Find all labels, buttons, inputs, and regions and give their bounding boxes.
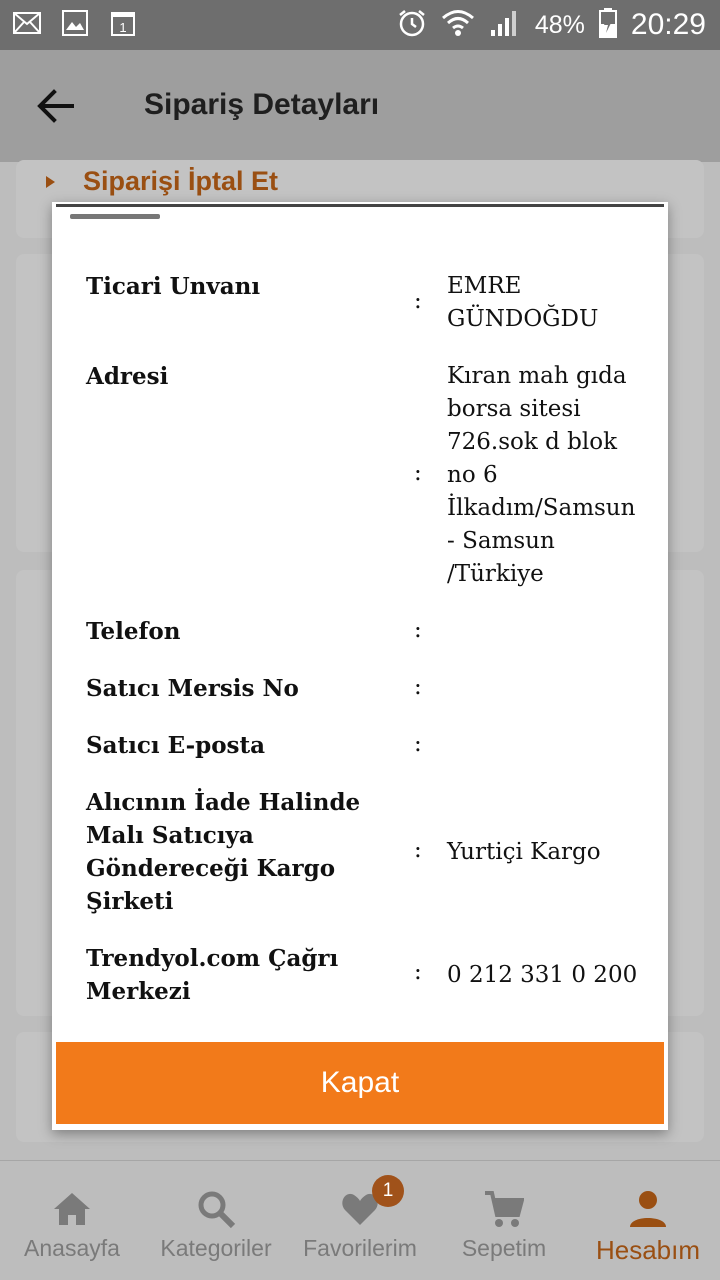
- nav-favorites-label: Favorilerim: [303, 1235, 417, 1261]
- mail-icon: [12, 8, 42, 38]
- nav-home[interactable]: [0, 1161, 144, 1280]
- info-colon: :: [414, 959, 422, 985]
- dialog-clipped-text: [70, 214, 160, 219]
- cancel-order-link[interactable]: [46, 166, 278, 197]
- info-colon: :: [414, 837, 422, 863]
- info-colon: :: [414, 617, 422, 643]
- info-label: Alıcının İade Halinde Malı Satıcıya Göndereceği Kargo Şirketi: [86, 789, 361, 915]
- home-icon: [52, 1189, 92, 1229]
- nav-home-label: Anasayfa: [24, 1235, 120, 1261]
- info-value: EMRE GÜNDOĞDU: [447, 273, 599, 332]
- back-arrow-icon[interactable]: [36, 86, 76, 126]
- cart-icon: [484, 1189, 524, 1229]
- svg-text:1: 1: [119, 20, 127, 35]
- info-value: 0 212 331 0 200: [447, 962, 638, 988]
- nav-cart[interactable]: [432, 1161, 576, 1280]
- nav-favorites[interactable]: [288, 1161, 432, 1280]
- nav-account[interactable]: [576, 1161, 720, 1280]
- close-button[interactable]: Kapat: [56, 1042, 664, 1124]
- nav-categories-label: Kategoriler: [160, 1235, 272, 1261]
- image-icon: [60, 8, 90, 38]
- info-label: Satıcı E-posta: [86, 732, 266, 759]
- info-label: Adresi: [86, 363, 169, 390]
- cancel-order-label: Siparişi İptal Et: [83, 166, 279, 196]
- cart-badge: 1: [372, 1175, 404, 1207]
- nav-cart-label: Sepetim: [461, 1235, 547, 1261]
- clock: 20:29: [630, 8, 706, 41]
- info-label: Telefon: [86, 618, 181, 645]
- battery-percent: 48%: [534, 10, 585, 39]
- status-bar: [0, 0, 720, 50]
- info-value: Yurtiçi Kargo: [447, 839, 601, 865]
- dialog-top-border: [56, 204, 664, 207]
- info-label: Satıcı Mersis No: [86, 675, 299, 702]
- search-icon: [196, 1189, 236, 1229]
- bottom-nav: [0, 1160, 720, 1280]
- triangle-icon: [46, 176, 55, 188]
- alarm-icon: [397, 8, 427, 43]
- info-label: Ticari Unvanı: [86, 273, 261, 300]
- battery-icon: [599, 8, 617, 43]
- info-colon: :: [414, 674, 422, 700]
- nav-account-label: Hesabım: [595, 1235, 701, 1265]
- seller-info-dialog: [52, 202, 668, 1130]
- info-value: Kıran mah gıda borsa sitesi 726.sok d blok no 6 İlkadım/Samsun - Samsun /Türkiye: [447, 363, 636, 587]
- info-colon: :: [414, 288, 422, 314]
- info-label: Trendyol.com Çağrı Merkezi: [86, 945, 339, 1005]
- calendar-icon: [108, 8, 138, 38]
- info-colon: :: [414, 731, 422, 757]
- page-title: Sipariş Detayları: [144, 88, 380, 121]
- signal-icon: [489, 8, 521, 43]
- app-bar: [0, 50, 720, 162]
- nav-categories[interactable]: [144, 1161, 288, 1280]
- person-icon: [628, 1189, 668, 1229]
- wifi-icon: [441, 8, 475, 43]
- info-colon: :: [414, 460, 422, 486]
